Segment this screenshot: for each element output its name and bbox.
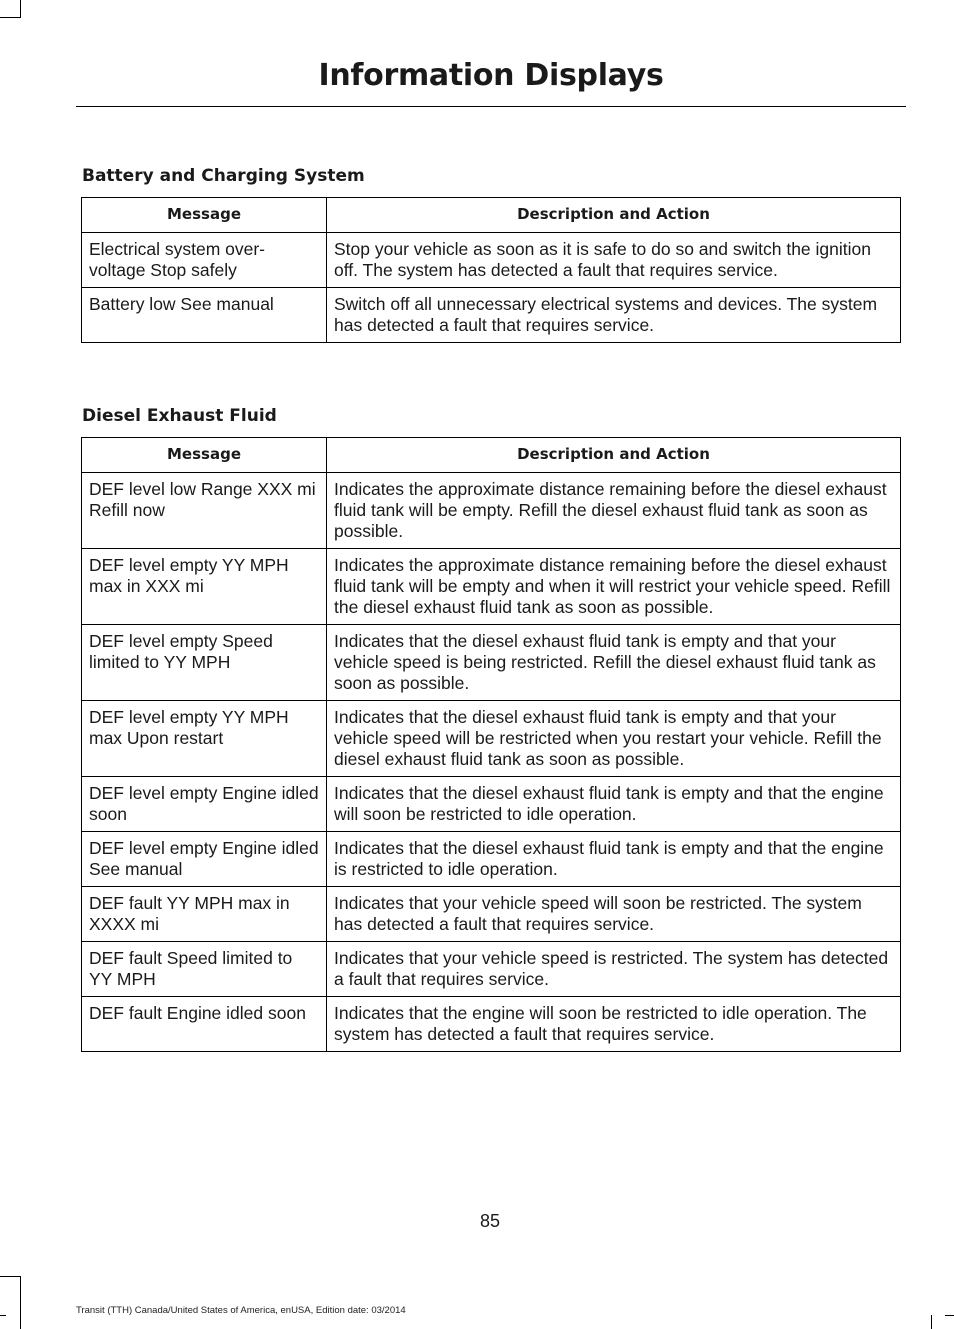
action-cell: Indicates that the engine will soon be restricted to idle operation. The system has detected a fault that requires service.: [327, 997, 901, 1052]
message-cell: DEF fault Speed limited to YY MPH: [82, 942, 327, 997]
column-header-message: Message: [82, 198, 327, 233]
action-cell: Switch off all unnecessary electrical systems and devices. The system has detected a fault that requires service.: [327, 288, 901, 343]
crop-mark: [945, 1315, 954, 1316]
def-message-table: [81, 437, 901, 1052]
table-header-row: [82, 438, 901, 473]
table-row: [82, 473, 901, 549]
message-cell: DEF level empty YY MPH max Upon restart: [82, 701, 327, 777]
message-cell: DEF level low Range XXX mi Refill now: [82, 473, 327, 549]
table-header-row: [82, 198, 901, 233]
message-cell: DEF fault Engine idled soon: [82, 997, 327, 1052]
battery-section-heading: Battery and Charging System: [82, 166, 365, 186]
edition-footer: Transit (TTH) Canada/United States of America, enUSA, Edition date: 03/2014: [76, 1305, 406, 1316]
table-row: [82, 549, 901, 625]
table-row: [82, 887, 901, 942]
def-section-heading: Diesel Exhaust Fluid: [82, 406, 277, 426]
crop-mark: [931, 1315, 932, 1329]
column-header-description: Description and Action: [327, 438, 901, 473]
table-row: [82, 233, 901, 288]
table-row: [82, 832, 901, 887]
table-row: [82, 997, 901, 1052]
action-cell: Indicates the approximate distance remaining before the diesel exhaust fluid tank will be empty and when it will restrict your vehicle speed. Refill the diesel exhaust fluid tank as soon as possible.: [327, 549, 901, 625]
action-cell: Indicates that the diesel exhaust fluid tank is empty and that the engine will soon be restricted to idle operation.: [327, 777, 901, 832]
column-header-message: Message: [82, 438, 327, 473]
action-cell: Indicates that the diesel exhaust fluid tank is empty and that the engine is restricted to idle operation.: [327, 832, 901, 887]
crop-mark: [0, 1276, 20, 1277]
action-cell: Indicates the approximate distance remaining before the diesel exhaust fluid tank will be empty. Refill the diesel exhaust fluid tank as soon as possible.: [327, 473, 901, 549]
action-cell: Indicates that the diesel exhaust fluid tank is empty and that your vehicle speed is being restricted. Refill the diesel exhaust fluid tank as soon as possible.: [327, 625, 901, 701]
table-row: [82, 701, 901, 777]
message-cell: Electrical system over-voltage Stop safely: [82, 233, 327, 288]
title-divider: [76, 106, 906, 107]
page-number: 85: [479, 1211, 501, 1231]
action-cell: Indicates that your vehicle speed will soon be restricted. The system has detected a fault that requires service.: [327, 887, 901, 942]
table-row: [82, 288, 901, 343]
table-row: [82, 625, 901, 701]
action-cell: Indicates that the diesel exhaust fluid tank is empty and that your vehicle speed will be restricted when you restart your vehicle. Refill the diesel exhaust fluid tank as soon as possible.: [327, 701, 901, 777]
table-row: [82, 942, 901, 997]
message-cell: DEF level empty YY MPH max in XXX mi: [82, 549, 327, 625]
page-title: Information Displays: [318, 58, 664, 93]
message-cell: DEF level empty Engine idled See manual: [82, 832, 327, 887]
action-cell: Stop your vehicle as soon as it is safe to do so and switch the ignition off. The system has detected a fault that requires service.: [327, 233, 901, 288]
message-cell: Battery low See manual: [82, 288, 327, 343]
crop-mark: [20, 1276, 21, 1329]
action-cell: Indicates that your vehicle speed is restricted. The system has detected a fault that requires service.: [327, 942, 901, 997]
message-cell: DEF fault YY MPH max in XXXX mi: [82, 887, 327, 942]
message-cell: DEF level empty Engine idled soon: [82, 777, 327, 832]
column-header-description: Description and Action: [327, 198, 901, 233]
crop-mark: [20, 0, 21, 18]
battery-message-table: [81, 197, 901, 343]
crop-mark: [0, 1315, 6, 1316]
message-cell: DEF level empty Speed limited to YY MPH: [82, 625, 327, 701]
crop-mark: [0, 17, 20, 18]
table-row: [82, 777, 901, 832]
